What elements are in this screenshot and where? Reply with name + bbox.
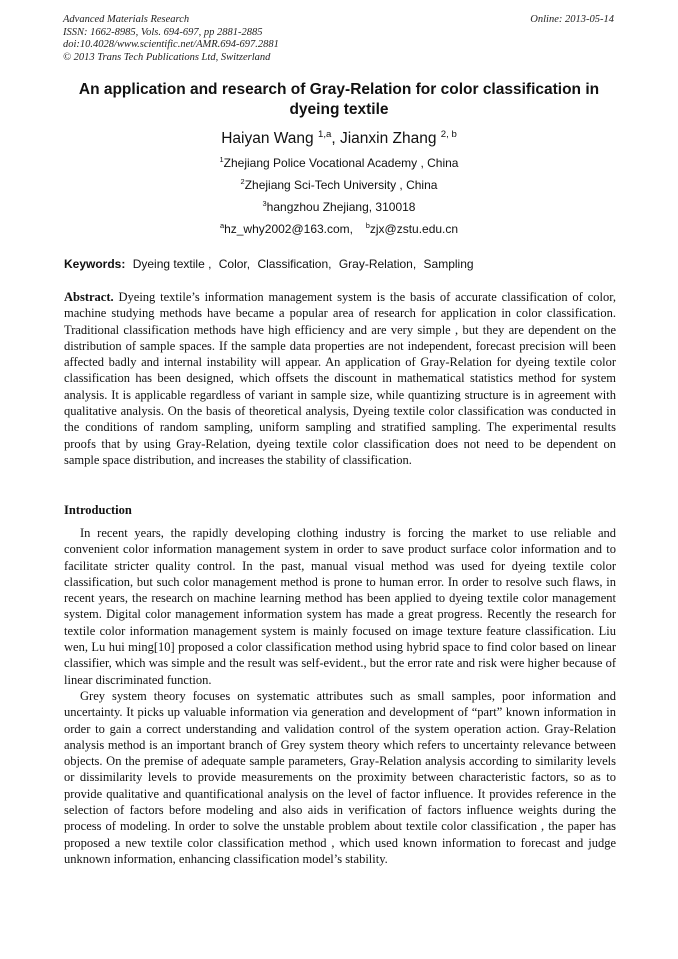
- affiliation-superscript: 2: [240, 177, 245, 186]
- paper-title: An application and research of Gray-Relation for color classification in dyeing textile: [78, 81, 600, 118]
- affiliation: [60, 200, 618, 214]
- keyword: Classification,: [257, 257, 332, 271]
- abstract: [64, 289, 616, 468]
- affiliation-text: Zhejiang Sci-Tech University , China: [244, 178, 438, 192]
- keywords: [64, 257, 616, 271]
- journal-name: Advanced Materials Research: [63, 14, 190, 25]
- paragraph: In recent years, the rapidly developing clothing industry is forcing the market to use reliable and convenient color information management system in order to save product surface color information and to facilitate stricter quality control. In the past, manual visual method was used for dyeing textile color classification, but such color management method is prone to human error. In order to resolve such flaws, in recent years, the research on machine learning method has been applied to dyeing textile color management system. Digital color management information system has made a great progress. Recently the research for textile color information management system is mainly focused on image texture feature classification. Liu wen, Lu hui ming[10] proposed a color classification method using hybrid space to find color based on linear classifier, which was simple and the result was self-evident., but the error rate and risk were higher because of linear discriminated function.: [64, 526, 616, 687]
- affiliation-text: hangzhou Zhejiang, 310018: [266, 200, 416, 214]
- introduction-body: [64, 525, 616, 867]
- affiliation-text: Zhejiang Police Vocational Academy , China: [223, 156, 459, 170]
- email-superscript: b: [365, 221, 370, 230]
- paragraph: Grey system theory focuses on systematic attributes such as small samples, poor information and uncertainty. It picks up valuable information via generation and development of “part” known information in order to gain a correct understanding and validation control of the system operation action. Gray-Relation analysis method is an important branch of Grey system theory which refers to uncertainty relevance between objects. On the premise of adequate sample parameters, Gray-Relation analysis according to similarity levels or dissimilarity levels to provide measurements on the proximity between characteristic factors, so as to provide qualitative and quantificational analysis on the level of factor influence. It provides reference in the selection of factors before modeling and also aids in verification of factors influence weights during the process of modeling. In order to solve the unstable problem about textile color classification , the paper has proposed a new textile color classification method , which used known information to forecast and judge unknown information, enhancing classification model’s stability.: [64, 688, 616, 866]
- keyword: Color,: [218, 257, 251, 271]
- affiliation: [60, 156, 618, 170]
- author-superscript: 2, b: [440, 128, 457, 140]
- journal-issn: ISSN: 1662-8985, Vols. 694-697, pp 2881-2885: [63, 26, 263, 38]
- keyword: Dyeing textile ,: [132, 257, 212, 271]
- keywords-label: Keywords:: [64, 257, 126, 271]
- affiliation: [60, 178, 618, 192]
- email-text: hz_why2002@163.com,: [224, 222, 354, 236]
- keyword: Gray-Relation,: [338, 257, 417, 271]
- author-name: Jianxin Zhang: [339, 130, 437, 147]
- journal-doi: doi:10.4028/www.scientific.net/AMR.694-697.2881: [63, 39, 279, 50]
- abstract-text: Dyeing textile’s information management system is the basis of accurate classification of color, machine studying methods have became a popular area of research for application in color classification. Traditional classification methods have high efficiency and are very simple , but they are dependent on the distribution of sample spaces. If the sample data properties are not independent, forecast precision will been affected badly and internal instability will appear. An application of Gray-Relation for dyeing textile color classification has been designed, which offsets the discount in mathematical statistics method for system analysis. It is applicable regardless of variant in sample size, while quantizing structure is in agreement with qualitative analysis. On the basis of theoretical analysis, Dyeing textile color classification was conducted in the conditions of random sampling, uniform sampling and stratified sampling. The experimental results proofs that by using Gray-Relation, dyeing textile color classification does not need to be dependent on sample space distribution, and increases the stability of classification.: [64, 290, 616, 467]
- online-date: Online: 2013-05-14: [530, 14, 614, 25]
- author-separator: ,: [331, 130, 340, 147]
- author-superscript: 1,a: [317, 128, 332, 140]
- affiliation-superscript: 3: [262, 199, 267, 208]
- abstract-label: Abstract.: [64, 290, 114, 304]
- section-title: Introduction: [64, 503, 132, 517]
- journal-copyright: © 2013 Trans Tech Publications Ltd, Switzerland: [63, 51, 271, 63]
- journal-header: [63, 14, 279, 64]
- author-list: [60, 130, 618, 148]
- keyword: Sampling: [423, 257, 474, 271]
- email-line: [60, 222, 618, 236]
- email-superscript: a: [219, 221, 225, 230]
- author-name: Haiyan Wang: [221, 130, 314, 147]
- affiliation-superscript: 1: [219, 155, 224, 164]
- email-text: zjx@zstu.edu.cn: [369, 222, 459, 236]
